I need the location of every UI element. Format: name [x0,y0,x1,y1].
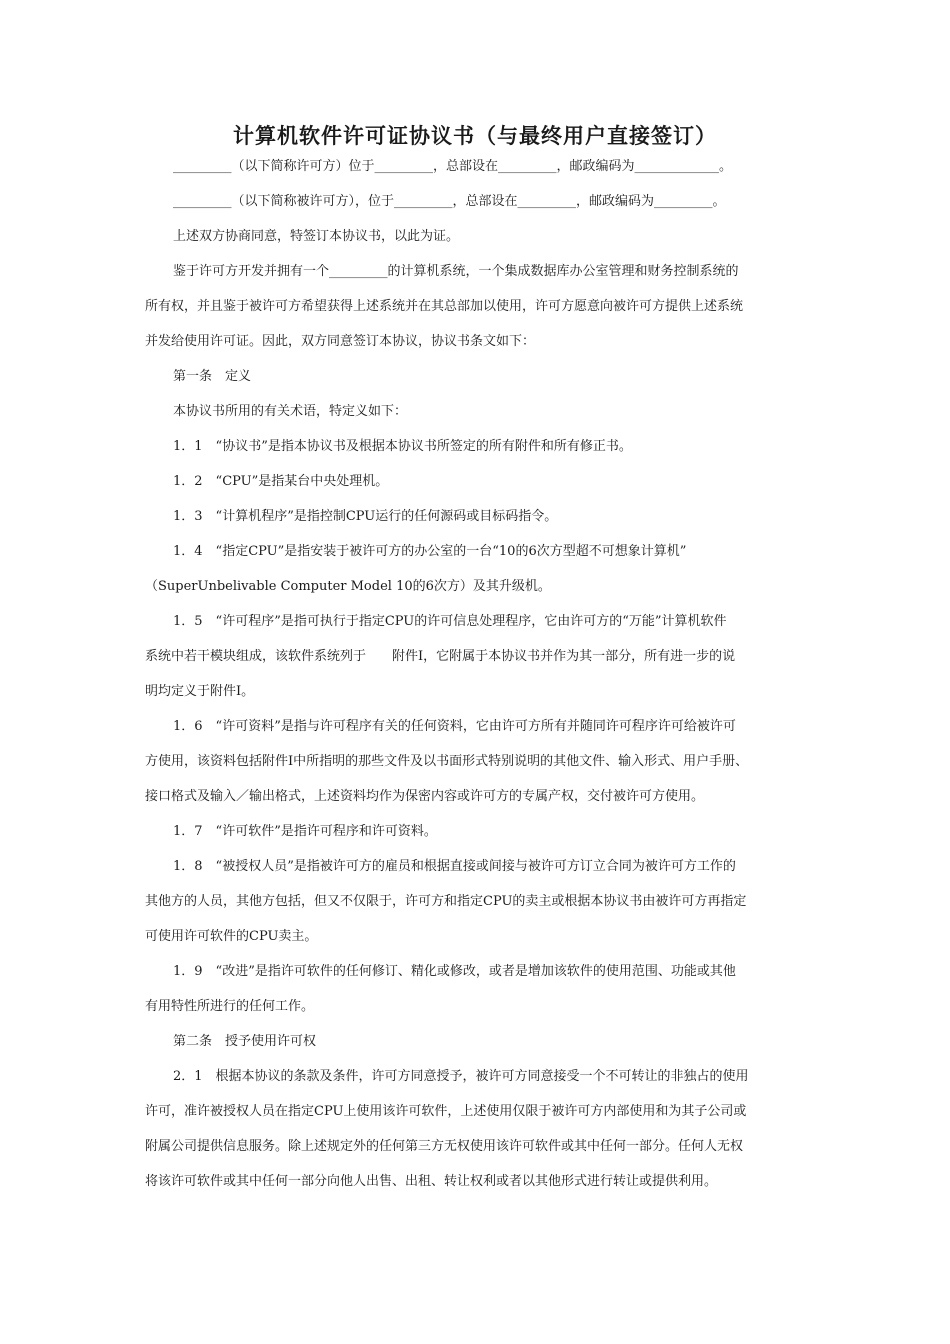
paragraph-line: 许可，准许被授权人员在指定CPU上使用该许可软件，上述使用仅限于被许可方内部使用和为其子公司或 [145,1104,747,1119]
paragraph-line: 附属公司提供信息服务。除上述规定外的任何第三方无权使用该许可软件或其中任何一部分。任何人无权 [145,1139,744,1154]
paragraph-line: 所有权，并且鉴于被许可方希望获得上述系统并在其总部加以使用，许可方愿意向被许可方提供上述系统 [145,299,744,314]
licensor-line: _________（以下简称许可方）位于_________，总部设在_________，邮政编码为_____________。 [173,159,733,174]
clause-1-7: 1．7 “许可软件”是指许可程序和许可资料。 [173,824,437,839]
licensee-line: _________（以下简称被许可方），位于_________，总部设在_________，邮政编码为_________。 [173,194,726,209]
paragraph-line: （SuperUnbelivable Computer Model 10的6次方）及其升级机。 [145,579,551,594]
paragraph-line: 其他方的人员，其他方包括，但又不仅限于，许可方和指定CPU的卖主或根据本协议书由被许可方再指定 [145,894,747,909]
article-heading: 第二条 授予使用许可权 [173,1034,317,1049]
paragraph-line: 方使用，该资料包括附件I中所指明的那些文件及以书面形式特别说明的其他文件、输入形式、用户手册、 [145,754,749,769]
clause-1-1: 1．1 “协议书”是指本协议书及根据本协议书所签定的所有附件和所有修正书。 [173,439,632,454]
paragraph-line: 本协议书所用的有关术语，特定义如下： [173,404,408,419]
article-heading: 第一条 定义 [173,369,252,384]
clause-1-2: 1．2 “CPU”是指某台中央处理机。 [173,474,389,489]
clause-1-8: 1．8 “被授权人员”是指被许可方的雇员和根据直接或间接与被许可方订立合同为被许可方工作的 [173,859,736,874]
paragraph-line: 明均定义于附件I。 [145,684,255,699]
paragraph-line: 有用特性所进行的任何工作。 [145,999,315,1014]
paragraph-line: 接口格式及输入／输出格式，上述资料均作为保密内容或许可方的专属产权，交付被许可方使用。 [145,789,705,804]
document-title: 计算机软件许可证协议书（与最终用户直接签订） [233,124,717,148]
paragraph-line: 系统中若干模块组成，该软件系统列于 附件I，它附属于本协议书并作为其一部分，所有进一步的说 [145,649,736,664]
paragraph-line: 将该许可软件或其中任何一部分向他人出售、出租、转让权利或者以其他形式进行转让或提供利用。 [145,1174,718,1189]
clause-1-6: 1．6 “许可资料”是指与许可程序有关的任何资料，它由许可方所有并随同许可程序许可给被许可 [173,719,736,734]
clause-2-1: 2．1 根据本协议的条款及条件，许可方同意授予，被许可方同意接受一个不可转让的非独占的使用 [173,1069,749,1084]
clause-1-3: 1．3 “计算机程序”是指控制CPU运行的任何源码或目标码指令。 [173,509,558,524]
clause-1-9: 1．9 “改进”是指许可软件的任何修订、精化或修改，或者是增加该软件的使用范围、功能或其他 [173,964,736,979]
agreement-statement: 上述双方协商同意，特签订本协议书，以此为证。 [173,229,460,244]
paragraph-line: 鉴于许可方开发并拥有一个_________的计算机系统，一个集成数据库办公室管理和财务控制系统的 [173,264,739,279]
clause-1-4: 1．4 “指定CPU”是指安装于被许可方的办公室的一台“10的6次方型超不可想象计算机” [173,544,687,559]
paragraph-line: 并发给使用许可证。因此，双方同意签订本协议，协议书条文如下： [145,334,536,349]
clause-1-5: 1．5 “许可程序”是指可执行于指定CPU的许可信息处理程序，它由许可方的“万能”计算机软件 [173,614,727,629]
paragraph-line: 可使用许可软件的CPU卖主。 [145,929,318,944]
